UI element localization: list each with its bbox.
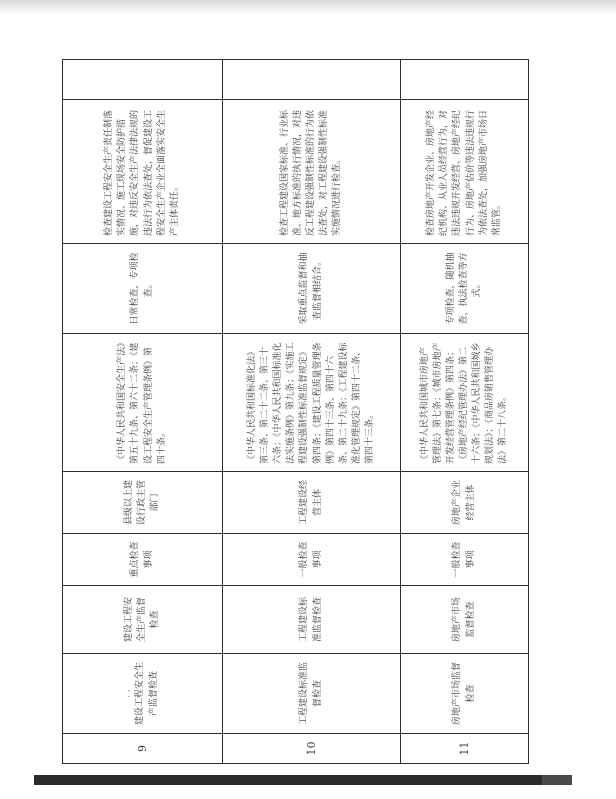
- inspection-target: 工程建设经营主体: [223, 472, 401, 534]
- inspection-sub-item: 建设工程安全生产监督检查: [63, 586, 223, 654]
- row-number: 11: [401, 734, 529, 764]
- rotated-table-container: [62, 60, 528, 764]
- remark: [223, 60, 401, 100]
- inspection-category: 一般检查事项: [401, 534, 529, 586]
- rotated-page: [62, 60, 528, 764]
- row-number: 10: [223, 734, 401, 764]
- row-number: 9: [63, 734, 223, 764]
- table-row: [401, 60, 529, 764]
- scan-top-edge: [0, 0, 616, 14]
- inspection-item: 工程建设标准监督检查: [223, 654, 401, 734]
- scan-bottom-bar: [34, 775, 572, 785]
- inspection-sub-item: 工程建设标准监督检查: [223, 586, 401, 654]
- legal-basis: 《中华人民共和国城市房地产管理法》第七条；《城市房地产开发经营管理条例》第四条；《房地产经纪管理办法》第二十六条；《中华人民共和国城乡规划法》；《商品房销售管理办法》第二十八条。: [401, 334, 529, 472]
- legal-basis: 《中华人民共和国安全生产法》第五十九条、第六十二条；《建设工程安全生产管理条例》第四十条。: [63, 334, 223, 472]
- inspection-content: 检查房地产开发企业、房地产经纪机构、从业人员经营行为，对违法违规开发经营、房地产经纪行为、房地产估价等违法违规行为依法查处，加强房地产市场日常监管。: [401, 100, 529, 244]
- remark: [63, 60, 223, 100]
- table-row: [223, 60, 401, 764]
- remark: [401, 60, 529, 100]
- inspection-item-text: 建设工程安全生产监督检查: [135, 662, 159, 726]
- inspection-method: 日常检查，专项检查。: [63, 244, 223, 334]
- inspection-target: 房地产企业经营主体: [401, 472, 529, 534]
- inspection-sub-item: 房地产市场监督检查: [401, 586, 529, 654]
- inspection-item: [63, 654, 223, 734]
- inspection-category: 重点检查事项: [63, 534, 223, 586]
- scan-dots: · ·: [125, 689, 136, 698]
- legal-basis: 《中华人民共和国标准化法》第三条、第二十二条、第三十六条；《中华人民共和国标准化法实施条例》第九条；《实施工程建设强制性标准监督规定》第四条；《建设工程质量管理条例》第四十三条、第四十六条、第二十九条；《工程建设标准化管理规定》第四十二条、第四十三条。: [223, 334, 401, 472]
- table-row: [63, 60, 223, 764]
- inspection-content: 检查建设工程安全生产责任制落实情况、施工现场安全防护措施，对违反安全生产法律法规的违法行为依法查处，督促建设工程安全生产企业全面落实安全生产主体责任。: [63, 100, 223, 244]
- inspection-item: 房地产市场监督检查: [401, 654, 529, 734]
- inspection-items-table: [62, 59, 529, 764]
- inspection-category: 一般检查事项: [223, 534, 401, 586]
- inspection-content: 检查工程建设国家标准、行业标准、地方标准的执行情况，对违反工程建设强制性标准的行为依法查处，对工程建设强制性标准实施情况进行检查。: [223, 100, 401, 244]
- inspection-method: 专项检查，随机抽查，执法检查等方式。: [401, 244, 529, 334]
- responsible-department: 县级以上建设行政主管部门: [63, 472, 223, 534]
- inspection-method: 采取重点监督和抽查监督相结合。: [223, 244, 401, 334]
